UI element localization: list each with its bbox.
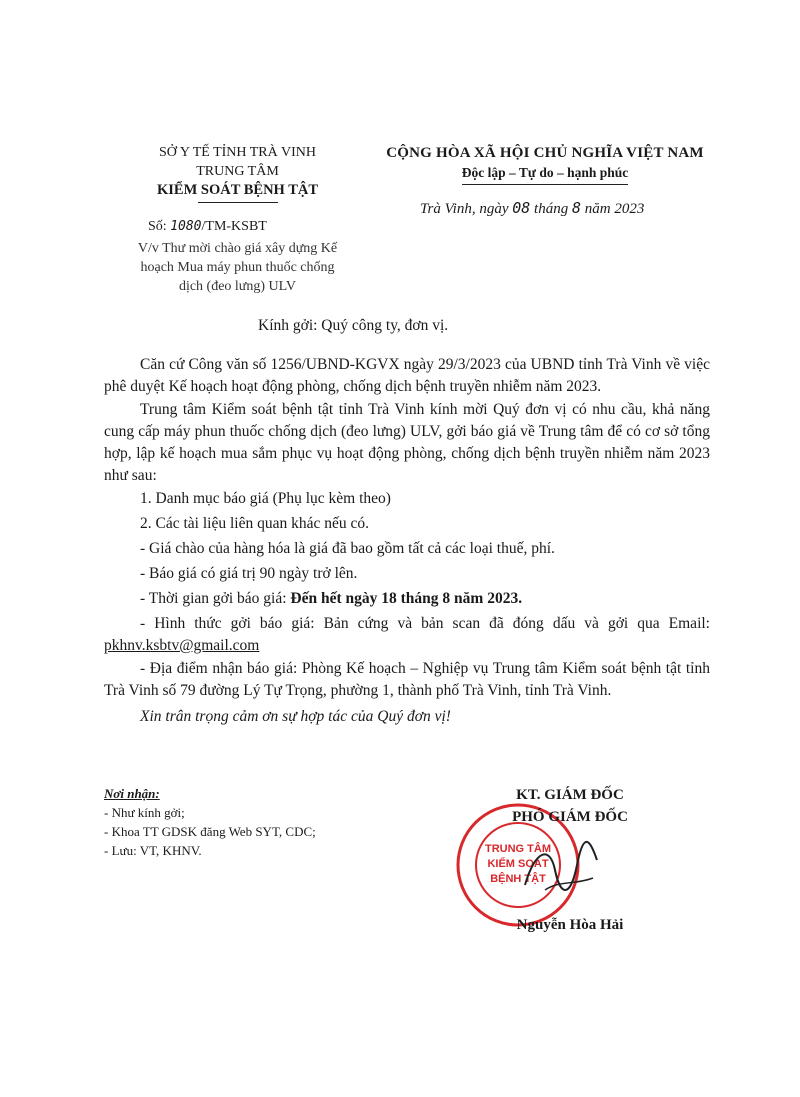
- ref-prefix: Số:: [148, 219, 167, 234]
- signer-role-1: KT. GIÁM ĐỐC: [516, 787, 624, 803]
- letter-body: [104, 354, 710, 729]
- subject-line-1: V/v Thư mời chào giá xây dựng Kế: [137, 241, 338, 256]
- salutation: Kính gởi: Quý công ty, đơn vị.: [258, 317, 449, 334]
- list-item: 1. Danh mục báo giá (Phụ lục kèm theo): [140, 490, 391, 507]
- email-link[interactable]: pkhnv.ksbtv@gmail.com: [104, 637, 260, 654]
- national-motto: Độc lập – Tự do – hạnh phúc: [462, 163, 629, 185]
- signer-name: Nguyễn Hòa Hải: [516, 917, 624, 933]
- deadline-date: Đến hết ngày 18 tháng 8 năm 2023.: [290, 590, 523, 607]
- list-item: - Báo giá có giá trị 90 ngày trở lên.: [140, 565, 358, 582]
- subject-line-3: dịch (đeo lưng) ULV: [178, 279, 297, 294]
- submission-text: - Hình thức gởi báo giá: Bản cứng và bản scan đã đóng dấu và gởi qua Email:: [140, 615, 710, 632]
- recipient-line: - Như kính gởi;: [104, 805, 185, 820]
- list-item-submission: [104, 613, 710, 657]
- issuing-organization: [100, 143, 375, 203]
- stamp-text-3: BỆNH TẬT: [490, 873, 546, 885]
- recipient-line: - Khoa TT GDSK đăng Web SYT, CDC;: [104, 824, 316, 839]
- paragraph-invitation: Trung tâm Kiểm soát bệnh tật tỉnh Trà Vinh kính mời Quý đơn vị có nhu cầu, khả năng cung cấp máy phun thuốc chống dịch (đeo lưng) ULV, gởi báo giá về Trung tâm để có cơ sở tổng hợp, lập kế hoạch mua sắm phục vụ hoạt động phòng, chống dịch bệnh truyền nhiễm năm 2023 như sau:: [104, 401, 710, 484]
- closing-line: Xin trân trọng cảm ơn sự hợp tác của Quý đơn vị!: [140, 708, 451, 725]
- country-name: CỘNG HÒA XÃ HỘI CHỦ NGHĨA VIỆT NAM: [386, 145, 704, 161]
- list-item-deadline: [104, 588, 710, 610]
- date-month-label: tháng: [534, 201, 569, 217]
- date-year: năm 2023: [584, 201, 645, 217]
- paragraph-legal-basis: Căn cứ Công văn số 1256/UBND-KGVX ngày 29/3/2023 của UBND tỉnh Trà Vinh về việc phê duyệt Kế hoạch hoạt động phòng, chống dịch bệnh truyền nhiễm năm 2023.: [104, 356, 710, 395]
- reference-number: [148, 219, 267, 235]
- list-item: 2. Các tài liệu liên quan khác nếu có.: [140, 515, 369, 532]
- list-item: - Giá chào của hàng hóa là giá đã bao gồm tất cả các loại thuế, phí.: [140, 540, 555, 557]
- date-line: [420, 199, 720, 218]
- signature-stroke: [525, 842, 597, 890]
- subject-line-2: hoạch Mua máy phun thuốc chống: [140, 260, 335, 275]
- org-line-2: TRUNG TÂM: [196, 164, 279, 179]
- date-month: 8: [571, 199, 581, 217]
- date-prefix: Trà Vinh, ngày: [420, 201, 509, 217]
- national-header: [360, 143, 730, 185]
- ref-suffix: /TM-KSBT: [201, 219, 267, 234]
- ref-number: 1080: [170, 219, 202, 234]
- recipient-line: - Lưu: VT, KHNV.: [104, 843, 202, 858]
- stamp-text-2: KIỂM SOÁT: [487, 858, 549, 870]
- recipients-block: [104, 784, 316, 860]
- list-item-address: - Địa điểm nhận báo giá: Phòng Kế hoạch – Nghiệp vụ Trung tâm Kiểm soát bệnh tật tỉnh Trà Vinh số 79 đường Lý Tự Trọng, phường 1, thành phố Trà Vinh, tỉnh Trà Vinh.: [104, 660, 710, 699]
- divider: [198, 202, 278, 203]
- org-line-1: SỞ Y TẾ TỈNH TRÀ VINH: [159, 145, 316, 160]
- stamp-text-1: TRUNG TÂM: [485, 843, 551, 855]
- subject-summary: [100, 239, 375, 296]
- date-day: 08: [512, 199, 531, 217]
- recipients-title: Nơi nhận:: [104, 786, 160, 801]
- signer-role-2: PHÓ GIÁM ĐỐC: [512, 809, 628, 825]
- handwritten-signature: [515, 830, 605, 910]
- org-line-3: KIỂM SOÁT BỆNH TẬT: [156, 182, 319, 198]
- deadline-label: - Thời gian gởi báo giá:: [140, 590, 291, 607]
